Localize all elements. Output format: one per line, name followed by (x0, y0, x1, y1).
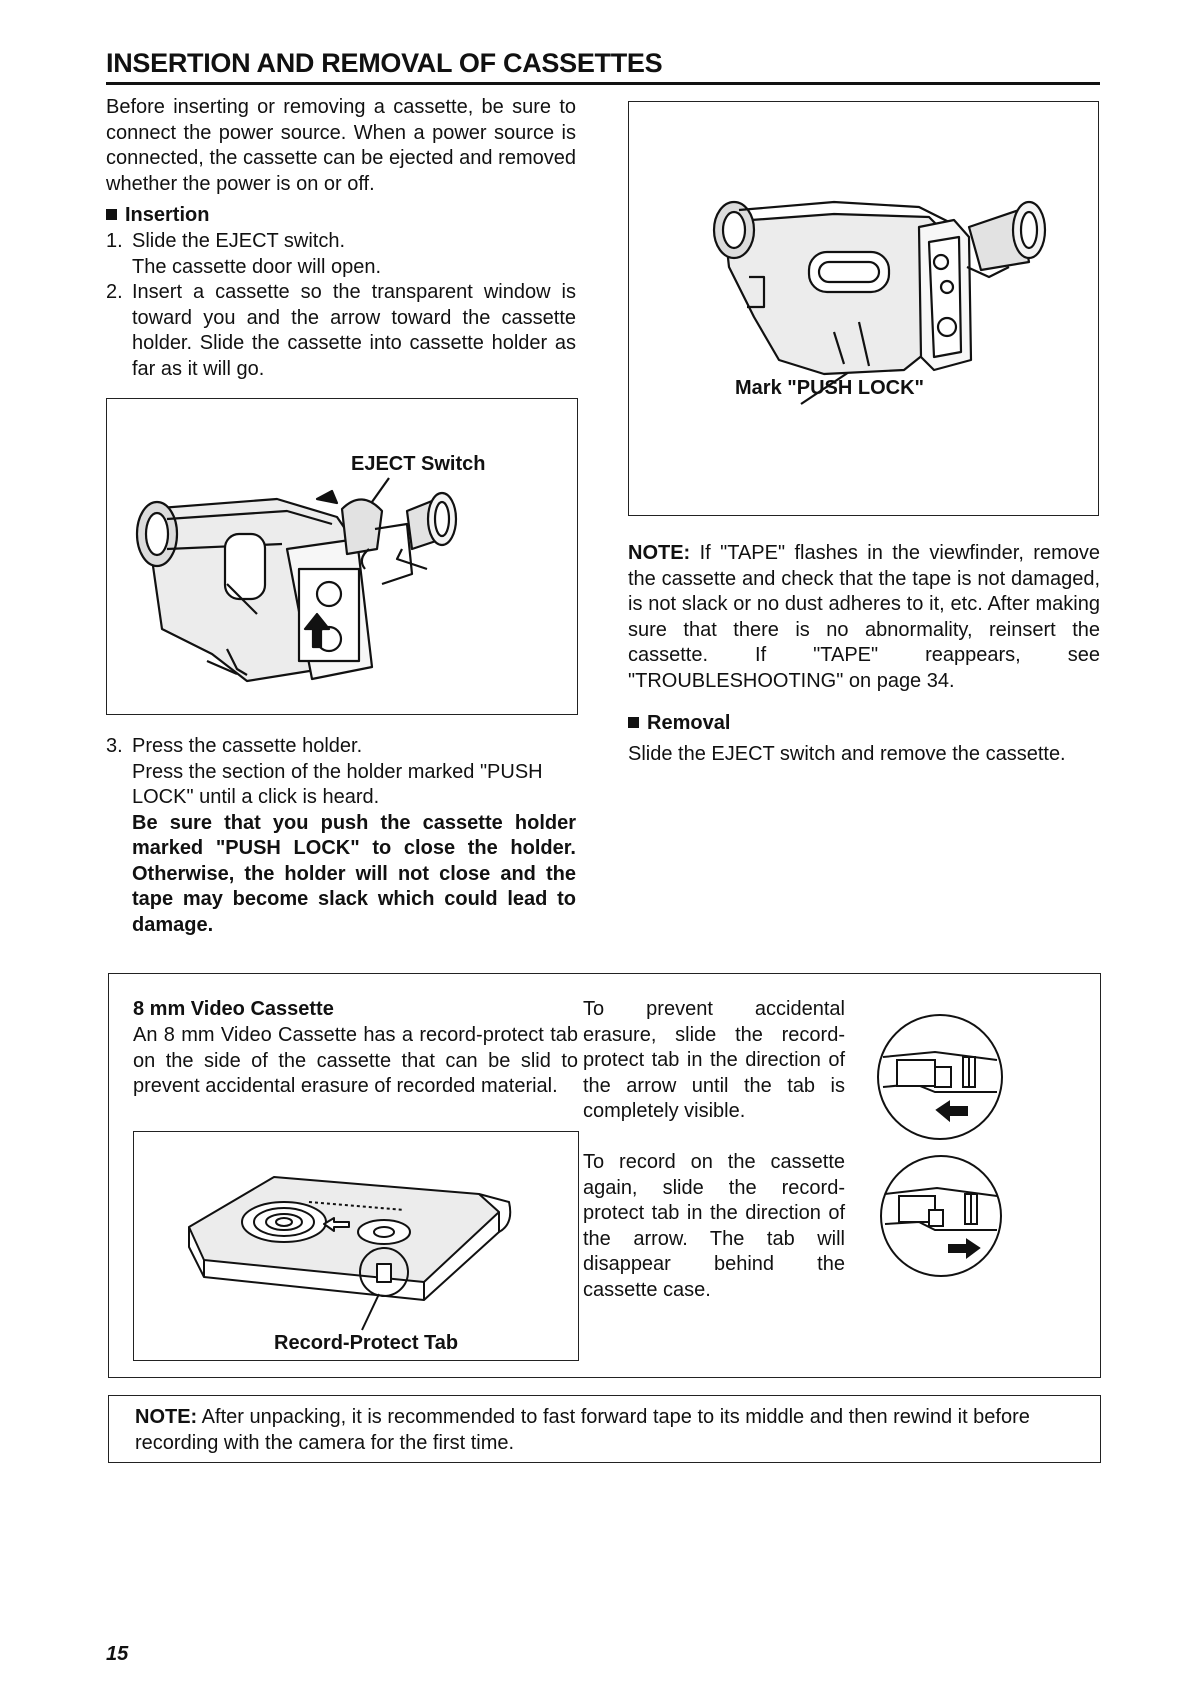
camcorder-push-lock-drawing (629, 102, 1098, 515)
figure-cassette (133, 1131, 579, 1361)
page-number: 15 (106, 1643, 129, 1665)
cassette-drawing (134, 1132, 578, 1360)
camcorder-eject-drawing (107, 399, 577, 714)
step-1-line2: The cassette door will open. (132, 255, 382, 278)
step-number: 2. (106, 281, 123, 303)
insertion-heading-text: Insertion (125, 204, 210, 226)
step-1-line1: Slide the EJECT switch. (132, 230, 346, 252)
note-bottom-prefix: NOTE: (135, 1406, 198, 1428)
step-3-line1: Press the cassette holder. (132, 735, 363, 757)
step-3 (106, 734, 576, 938)
step-3-warning: Be sure that you push the cassette holder marked "PUSH LOCK" to close the holder. Otherwise, the holder will not close and the tape may become slack which could lead to damage. (132, 811, 576, 936)
tab-hidden-detail-icon (879, 1152, 1003, 1280)
cassette-text: An 8 mm Video Cassette has a record-protect tab on the side of the cassette that can be slid to prevent accidental erasure of recorded material. (133, 1024, 578, 1097)
page-title: INSERTION AND REMOVAL OF CASSETTES (106, 48, 663, 78)
bullet-square-icon (106, 209, 117, 220)
cassette-heading: 8 mm Video Cassette (133, 998, 334, 1020)
bullet-square-icon (628, 717, 639, 728)
note-bottom-text: After unpacking, it is recommended to fast forward tape to its middle and then rewind it before recording with the camera for the first time. (135, 1406, 1030, 1454)
figure-push-lock (628, 101, 1099, 516)
prevent-erasure-text: To prevent accidental erasure, slide the record-protect tab in the direction of the arrow until the tab is completely visible. (583, 998, 845, 1122)
removal-text: Slide the EJECT switch and remove the cassette. (628, 743, 1066, 765)
tab-visible-detail-icon (875, 1012, 1005, 1142)
steps-list-bottom (106, 734, 576, 938)
step-number: 3. (106, 735, 123, 757)
step-3-line2: Press the section of the holder marked "PUSH LOCK" until a click is heard. (132, 760, 543, 808)
eject-switch-label: EJECT Switch (351, 453, 486, 475)
figure-eject-switch (106, 398, 578, 715)
insertion-heading (106, 203, 209, 228)
step-2-text: Insert a cassette so the transparent window is toward you and the arrow toward the cassette holder. Slide the cassette into cassette holder as far as it will go. (132, 281, 576, 380)
cassette-info-box (108, 973, 1101, 1378)
removal-heading (628, 711, 730, 736)
step-number: 1. (106, 230, 123, 252)
step-1 (106, 229, 576, 280)
note-tape-text: If "TAPE" flashes in the viewfinder, remove the cassette and check that the tape is not damaged, is not slack or no dust adheres to it, etc. After making sure that there is no abnormality, reinsert the cassette. If "TAPE" reappears, see "TROUBLESHOOTING" on page 34. (628, 542, 1100, 692)
record-protect-tab-label: Record-Protect Tab (274, 1332, 459, 1354)
title-rule (106, 82, 1100, 85)
note-bottom-box (108, 1395, 1101, 1463)
steps-list-top (106, 229, 576, 382)
note-tape (628, 541, 1100, 694)
step-2 (106, 280, 576, 382)
intro-paragraph: Before inserting or removing a cassette, be sure to connect the power source. When a power source is connected, the cassette can be ejected and removed whether the power is on or off. (106, 96, 576, 195)
push-lock-label: Mark "PUSH LOCK" (735, 377, 924, 399)
note-tape-prefix: NOTE: (628, 542, 691, 564)
record-again-text: To record on the cassette again, slide the record-protect tab in the direction of the arrow. The tab will disappear behind the cassette case. (583, 1151, 845, 1301)
removal-heading-text: Removal (647, 712, 731, 734)
